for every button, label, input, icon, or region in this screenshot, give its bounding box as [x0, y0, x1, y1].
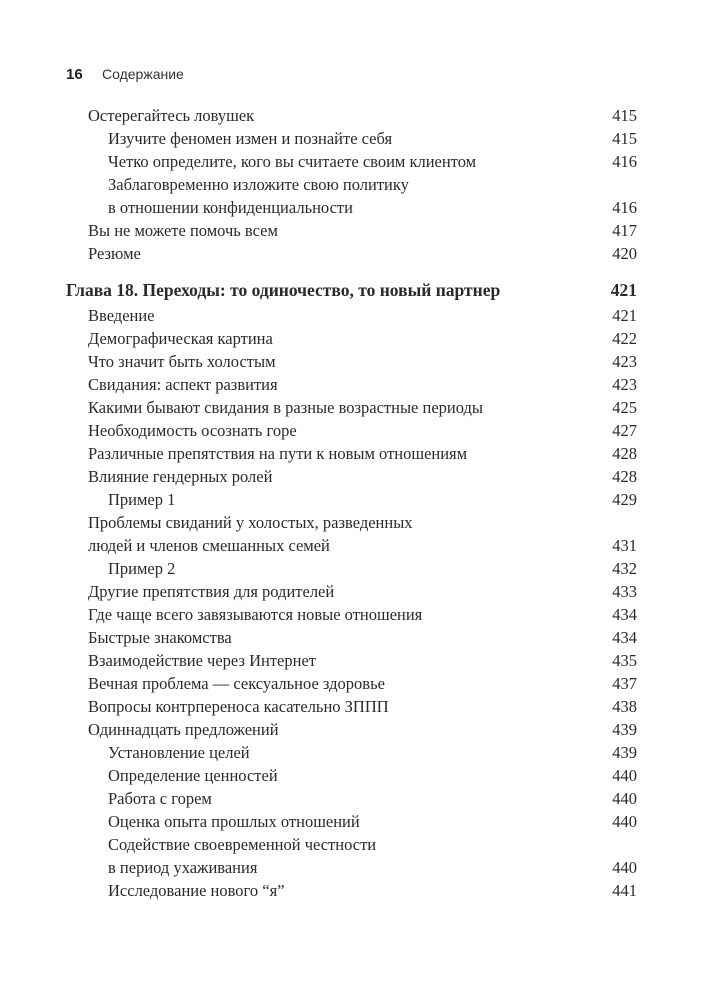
toc-entry-page: 439 — [612, 743, 637, 762]
toc-entry-title — [88, 396, 637, 419]
toc-section — [88, 104, 637, 127]
toc-entry-page: 434 — [612, 628, 637, 647]
toc-entry-page: 421 — [610, 280, 637, 300]
toc-entry-title-line: Какими бывают свидания в разные возрастные периоды — [88, 398, 483, 417]
toc-entry-title-line: Исследование нового “я” — [108, 881, 285, 900]
toc-entry-title — [88, 419, 637, 442]
toc-entry-page: 441 — [612, 881, 637, 900]
toc-entry-title-line: Введение — [88, 306, 155, 325]
toc-entry-title — [88, 695, 637, 718]
running-title: Содержание — [102, 66, 184, 82]
toc-entry-title-line: Четко определите, кого вы считаете своим клиентом — [108, 152, 477, 171]
toc-entry-page: 415 — [612, 129, 637, 148]
toc-entry-page: 423 — [612, 375, 637, 394]
toc-subsection — [108, 741, 637, 764]
toc-entry-title-line: Пример 1 — [108, 490, 176, 509]
toc-entry-title-line: Изучите феномен измен и познайте себя — [108, 129, 393, 148]
toc-subsection — [108, 557, 637, 580]
toc-entry-title — [88, 626, 637, 649]
toc-entry-page: 415 — [612, 106, 637, 125]
toc-section — [88, 396, 637, 419]
toc-entry-title-line: Проблемы свиданий у холостых, разведенных — [88, 513, 413, 532]
toc-entry-title-line: Определение ценностей — [108, 766, 278, 785]
toc-entry-title-line: Что значит быть холостым — [88, 352, 276, 371]
toc-entry-title — [88, 350, 637, 373]
toc-subsection — [108, 833, 637, 879]
toc-entry-title-line: Содействие своевременной честности — [108, 835, 377, 854]
toc-entry-title — [108, 127, 637, 150]
toc-subsection — [108, 173, 637, 219]
toc-entry-title-line: в отношении конфиденциальности — [108, 198, 353, 217]
toc-entry-page: 431 — [612, 536, 637, 555]
toc-section — [88, 465, 637, 488]
toc-subsection — [108, 787, 637, 810]
toc-entry-title — [108, 833, 637, 879]
toc-entry-page: 427 — [612, 421, 637, 440]
toc-entry-title-line: Установление целей — [108, 743, 250, 762]
toc-entry-title — [88, 327, 637, 350]
toc-entry-title-line: Заблаговременно изложите свою политику — [108, 175, 409, 194]
toc-entry-title — [88, 465, 637, 488]
toc-entry-title-line: Остерегайтесь ловушек — [88, 106, 255, 125]
toc-entry-page: 440 — [612, 766, 637, 785]
toc-entry-title — [88, 511, 637, 557]
toc-entry-title-line: Где чаще всего завязываются новые отношения — [88, 605, 423, 624]
toc-entry-page: 420 — [612, 244, 637, 263]
toc-entry-title-line: Демографическая картина — [88, 329, 273, 348]
toc-section — [88, 442, 637, 465]
toc-entry-title — [88, 219, 637, 242]
toc-entry-title — [66, 279, 637, 302]
toc-section — [88, 219, 637, 242]
toc-subsection — [108, 879, 637, 902]
toc-entry-title-line: Быстрые знакомства — [88, 628, 232, 647]
toc-chapter — [66, 279, 637, 302]
toc-entry-title-line: Работа с горем — [108, 789, 212, 808]
toc-entry-title-line: Необходимость осознать горе — [88, 421, 297, 440]
toc-entry-title-line: Резюме — [88, 244, 141, 263]
toc-entry-page: 434 — [612, 605, 637, 624]
toc-section — [88, 695, 637, 718]
toc-entry-page: 435 — [612, 651, 637, 670]
toc-entry-title — [88, 649, 637, 672]
toc-entry-page: 432 — [612, 559, 637, 578]
toc-entry-title — [88, 718, 637, 741]
toc-section — [88, 672, 637, 695]
toc-section — [88, 242, 637, 265]
toc-entry-title-line: Различные препятствия на пути к новым отношениям — [88, 444, 468, 463]
toc-entry-page: 422 — [612, 329, 637, 348]
toc-section — [88, 649, 637, 672]
toc-entry-page: 438 — [612, 697, 637, 716]
toc-section — [88, 419, 637, 442]
toc-subsection — [108, 810, 637, 833]
toc-entry-page: 428 — [612, 467, 637, 486]
toc-entry-title — [88, 580, 637, 603]
toc-entry-title-line: Влияние гендерных ролей — [88, 467, 273, 486]
toc-entry-page: 417 — [612, 221, 637, 240]
toc-entry-page: 428 — [612, 444, 637, 463]
toc-entry-title-line: Другие препятствия для родителей — [88, 582, 335, 601]
toc-entry-title — [108, 150, 637, 173]
toc-entry-page: 440 — [612, 858, 637, 877]
toc-entry-title — [108, 879, 637, 902]
toc-entry-title-line: Вечная проблема — сексуальное здоровье — [88, 674, 385, 693]
toc-subsection — [108, 127, 637, 150]
toc-entry-page: 440 — [612, 789, 637, 808]
toc-entry-page: 433 — [612, 582, 637, 601]
toc-entry-title — [88, 304, 637, 327]
toc-section — [88, 626, 637, 649]
toc-entry-title — [108, 764, 637, 787]
toc-entry-title-line: Одиннадцать предложений — [88, 720, 279, 739]
toc-entry-title — [88, 603, 637, 626]
toc-entry-page: 429 — [612, 490, 637, 509]
toc-entry-title-line: Оценка опыта прошлых отношений — [108, 812, 360, 831]
toc-subsection — [108, 150, 637, 173]
toc-entry-title — [108, 787, 637, 810]
toc-entry-title-line: Глава 18. Переходы: то одиночество, то новый партнер — [66, 280, 501, 300]
toc-entry-title — [88, 242, 637, 265]
toc-entry-page: 439 — [612, 720, 637, 739]
toc-entry-title — [108, 557, 637, 580]
toc-entry-title — [88, 373, 637, 396]
toc-entry-title — [108, 741, 637, 764]
toc-entry-title-line: в период ухаживания — [108, 858, 258, 877]
toc-entry-title — [88, 672, 637, 695]
toc-entry-page: 421 — [612, 306, 637, 325]
toc-section — [88, 373, 637, 396]
toc-section — [88, 327, 637, 350]
toc-entry-title — [88, 442, 637, 465]
toc-entry-title — [108, 810, 637, 833]
toc-entry-page: 423 — [612, 352, 637, 371]
toc-entry-title-line: Пример 2 — [108, 559, 176, 578]
toc-entry-page: 416 — [612, 198, 637, 217]
toc-subsection — [108, 764, 637, 787]
toc-entry-page: 437 — [612, 674, 637, 693]
toc-entry-title-line: людей и членов смешанных семей — [88, 536, 330, 555]
toc-entry-page: 440 — [612, 812, 637, 831]
toc-entry-title-line: Вопросы контрпереноса касательно ЗППП — [88, 697, 389, 716]
toc-entry-title-line: Вы не можете помочь всем — [88, 221, 278, 240]
toc-section — [88, 304, 637, 327]
toc-entry-title — [108, 488, 637, 511]
toc-entry-page: 425 — [612, 398, 637, 417]
toc-section — [88, 511, 637, 557]
toc-entry-page: 416 — [612, 152, 637, 171]
page-number: 16 — [66, 66, 83, 83]
toc-entry-title — [88, 104, 637, 127]
toc-entry-title-line: Свидания: аспект развития — [88, 375, 278, 394]
toc-entry-title-line: Взаимодействие через Интернет — [88, 651, 316, 670]
toc-entry-title — [108, 173, 637, 219]
toc-subsection — [108, 488, 637, 511]
toc-section — [88, 603, 637, 626]
toc-section — [88, 580, 637, 603]
toc-section — [88, 718, 637, 741]
toc-section — [88, 350, 637, 373]
